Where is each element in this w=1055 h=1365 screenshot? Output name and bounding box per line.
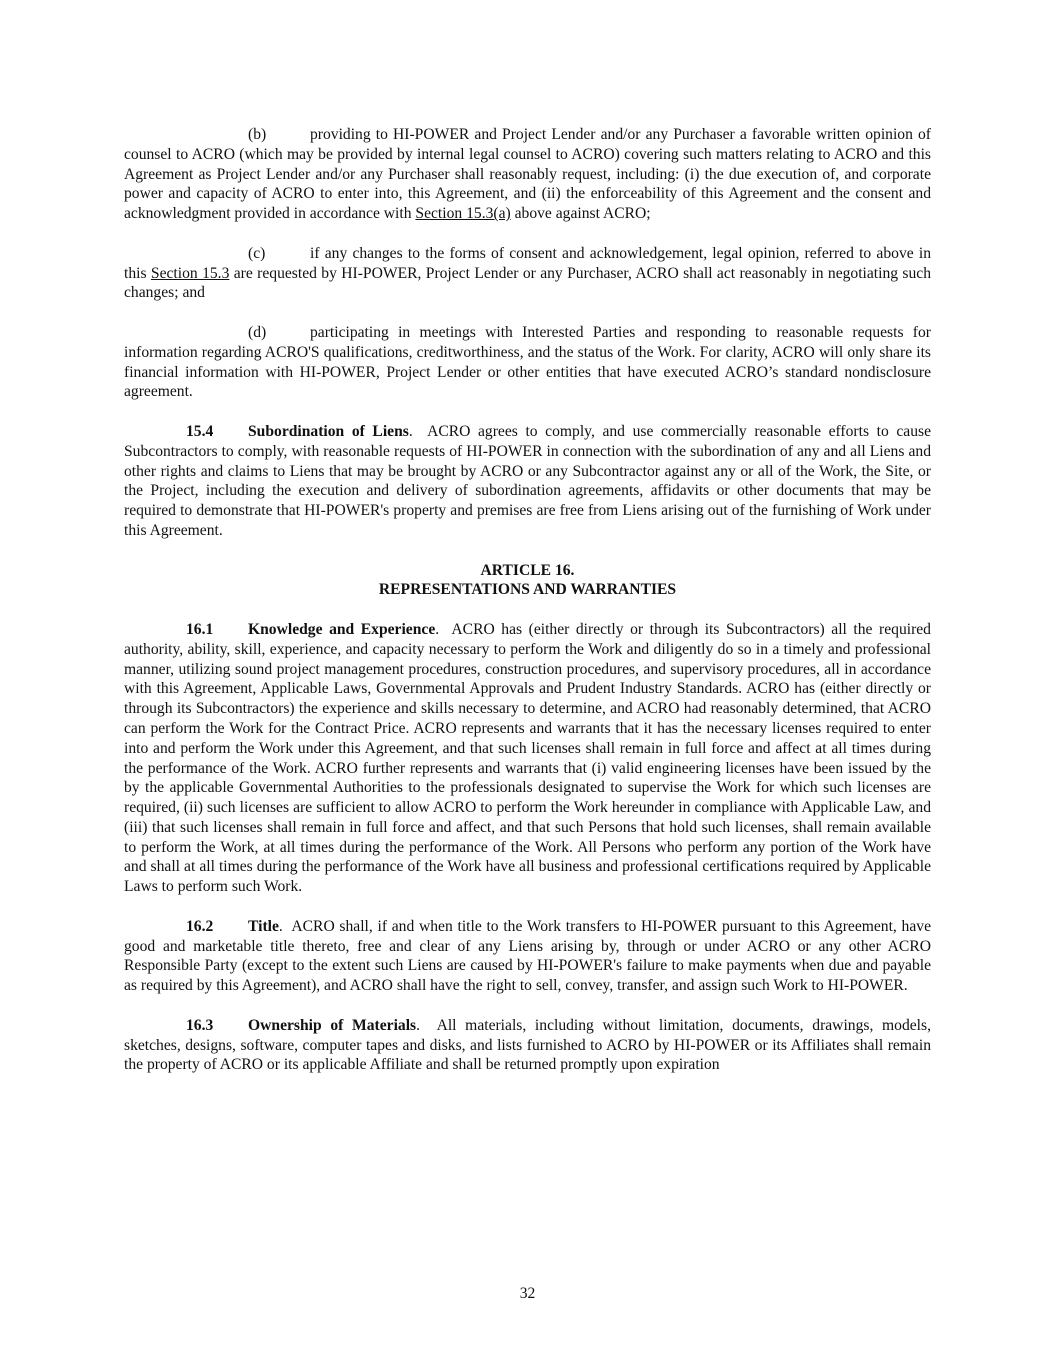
- section-reference-link[interactable]: Section 15.3(a): [415, 205, 511, 223]
- section-15-4: 15.4 Subordination of Liens. ACRO agrees to comply, and use commercially reasonable efforts to cause Subcontractors to comply, with reasonable requests of HI-POWER in connection with the subordination of any and all Liens and other rights and claims to Liens that may be brought by ACRO or any Subcontractor against any or all of the Work, the Site, or the Project, including the execution and delivery of subordination agreements, affidavits or other documents that may be required to demonstrate that HI-POWER's property and premises are free from Liens arising out of the furnishing of Work under this Agreement.: [124, 422, 931, 539]
- section-number: 15.4: [186, 422, 214, 440]
- section-title: Ownership of Materials: [248, 1016, 417, 1034]
- section-16-2: 16.2 Title. ACRO shall, if and when title to the Work transfers to HI-POWER pursuant to this Agreement, have good and marketable title thereto, free and clear of any Liens arising by, through or under ACRO or any other ACRO Responsible Party (except to the extent such Liens are caused by HI-POWER's failure to make payments when due and payable as required by this Agreement), and ACRO shall have the right to sell, convey, transfer, and assign such Work to HI-POWER.: [124, 917, 931, 995]
- document-page: [124, 125, 931, 1075]
- section-text: ACRO has (either directly or through its Subcontractors) all the required authority, ability, skill, experience, and capacity necessary to perform the Work and diligently do so in a timely and professional manner, utilizing sound project management procedures, construction procedures, and supervisory procedures, all in accordance with this Agreement, Applicable Laws, Governmental Approvals and Prudent Industry Standards. ACRO has (either directly or through its Subcontractors) the experience and skills necessary to determine, and ACRO had reasonably determined, that ACRO can perform the Work for the Contract Price. ACRO represents and warrants that it has the necessary licenses required to enter into and perform the Work under this Agreement, and that such licenses shall remain in full force and affect at all times during the performance of the Work. ACRO further represents and warrants that (i) valid engineering licenses have been issued by the by the applicable Governmental Authorities to the professionals designated to supervise the Work for which such licenses are required, (ii) such licenses are sufficient to allow ACRO to perform the Work hereunder in compliance with Applicable Law, and (iii) that such licenses shall remain in full force and affect, and that such Persons that hold such licenses, shall remain available to perform the Work, at all times during the performance of the Work. All Persons who perform any portion of the Work have and shall at all times during the performance of the Work have all business and professional certifications required by Applicable Laws to perform such Work.: [124, 620, 931, 896]
- section-text: ACRO shall, if and when title to the Work transfers to HI-POWER pursuant to this Agreement, have good and marketable title thereto, free and clear of any Liens arising by, through or under ACRO or any other ACRO Responsible Party (except to the extent such Liens are caused by HI-POWER's failure to make payments when due and payable as required by this Agreement), and ACRO shall have the right to sell, convey, transfer, and assign such Work to HI-POWER.: [124, 917, 931, 995]
- paragraph-text: participating in meetings with Interested Parties and responding to reasonable requests for information regarding ACRO'S qualifications, creditworthiness, and the status of the Work. For clarity, ACRO will only share its financial information with HI-POWER, Project Lender or other entities that have executed ACRO’s standard nondisclosure agreement.: [124, 323, 931, 401]
- paragraph-text: are requested by HI-POWER, Project Lender or any Purchaser, ACRO shall act reasonably in negotiating such changes; and: [124, 264, 932, 302]
- paragraph-label: (d): [248, 323, 267, 341]
- paragraph-c: [124, 244, 931, 303]
- paragraph-label: (c): [248, 244, 266, 262]
- section-reference-link[interactable]: Section 15.3: [150, 264, 230, 282]
- section-text: All materials, including without limitation, documents, drawings, models, sketches, designs, software, computer tapes and disks, and lists furnished to ACRO by HI-POWER or its Affiliates shall remain the property of ACRO or its applicable Affiliate and shall be returned promptly upon expiration: [124, 1016, 931, 1074]
- page-number: 32: [519, 1285, 536, 1302]
- section-16-3: 16.3 Ownership of Materials. All materials, including without limitation, documents, drawings, models, sketches, designs, software, computer tapes and disks, and lists furnished to ACRO by HI-POWER or its Affiliates shall remain the property of ACRO or its applicable Affiliate and shall be returned promptly upon expiration: [124, 1016, 931, 1074]
- section-number: 16.3: [186, 1016, 214, 1034]
- article-heading: ARTICLE 16.: [480, 561, 575, 579]
- section-title: Title: [248, 917, 279, 935]
- paragraph-label: (b): [248, 126, 267, 143]
- paragraph-text: above against ACRO;: [514, 205, 651, 223]
- article-subheading: REPRESENTATIONS AND WARRANTIES: [378, 581, 677, 599]
- section-title: Knowledge and Experience: [248, 620, 436, 638]
- section-text: ACRO agrees to comply, and use commercially reasonable efforts to cause Subcontractors to comply, with reasonable requests of HI-POWER in connection with the subordination of any and all Liens and other rights and claims to Liens that may be brought by ACRO or any Subcontractor against any or all of the Work, the Site, or the Project, including the execution and delivery of subordination agreements, affidavits or other documents that may be required to demonstrate that HI-POWER's property and premises are free from Liens arising out of the furnishing of Work under this Agreement.: [124, 422, 931, 539]
- section-title: Subordination of Liens: [248, 422, 409, 440]
- paragraph-text: providing to HI-POWER and Project Lender and/or any Purchaser a favorable written opinion of counsel to ACRO (which may be provided by internal legal counsel to ACRO) covering such matters relating to ACRO and this Agreement as Project Lender and/or any Purchaser shall reasonably request, including: (i) the due execution of, and corporate power and capacity of ACRO to enter into, this Agreement, and (ii) the enforceability of this Agreement and the consent and acknowledgment provided in accordance with: [124, 126, 931, 223]
- section-number: 16.2: [186, 917, 214, 935]
- paragraph-text: if any changes to the forms of consent and acknowledgement, legal opinion, referred to above in this: [124, 244, 931, 282]
- paragraph-b: [124, 125, 931, 224]
- paragraph-d: [124, 323, 931, 402]
- section-number: 16.1: [186, 620, 214, 638]
- section-16-1: 16.1 Knowledge and Experience. ACRO has (either directly or through its Subcontractors) all the required authority, ability, skill, experience, and capacity necessary to perform the Work and diligently do so in a timely and professional manner, utilizing sound project management procedures, construction procedures, and supervisory procedures, all in accordance with this Agreement, Applicable Laws, Governmental Approvals and Prudent Industry Standards. ACRO has (either directly or through its Subcontractors) the experience and skills necessary to determine, and ACRO had reasonably determined, that ACRO can perform the Work for the Contract Price. ACRO represents and warrants that it has the necessary licenses required to enter into and perform the Work under this Agreement, and that such licenses shall remain in full force and affect at all times during the performance of the Work. ACRO further represents and warrants that (i) valid engineering licenses have been issued by the by the applicable Governmental Authorities to the professionals designated to supervise the Work for which such licenses are required, (ii) such licenses are sufficient to allow ACRO to perform the Work hereunder in compliance with Applicable Law, and (iii) that such licenses shall remain in full force and affect, and that such Persons that hold such licenses, shall remain available to perform the Work, at all times during the performance of the Work. All Persons who perform any portion of the Work have and shall at all times during the performance of the Work have all business and professional certifications required by Applicable Laws to perform such Work.: [124, 620, 931, 896]
